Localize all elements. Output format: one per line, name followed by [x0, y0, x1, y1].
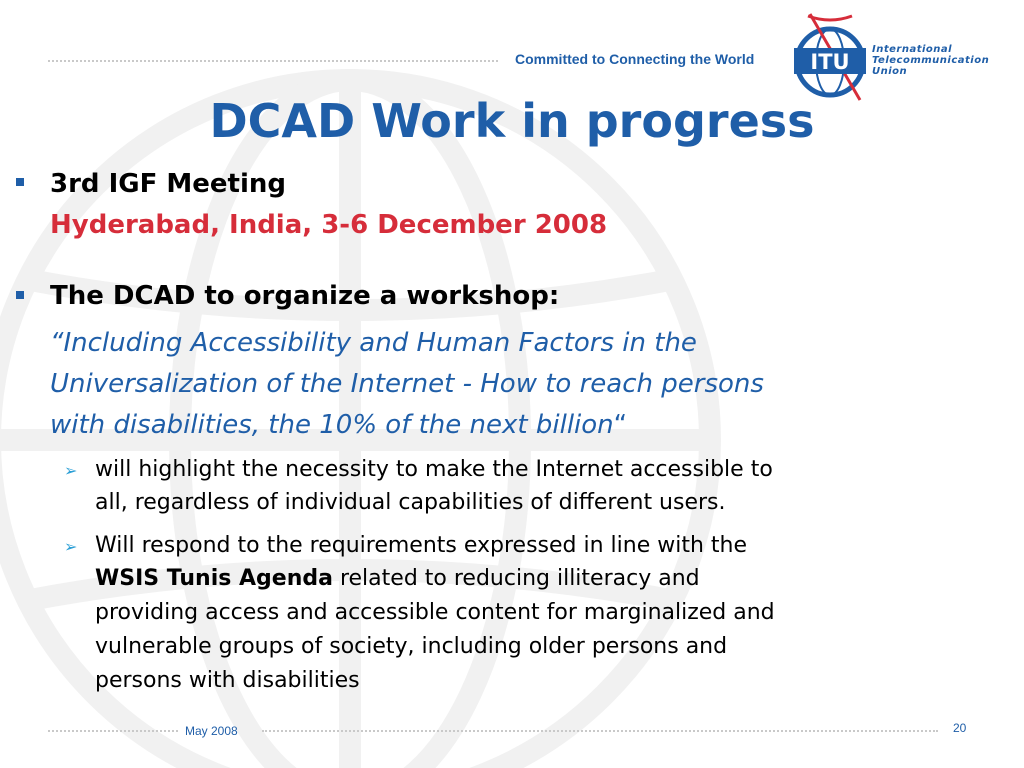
header-divider — [48, 60, 498, 62]
arrow-bullet-icon: ➢ — [64, 537, 78, 556]
subbullet-2-line-5: persons with disabilities — [95, 668, 360, 693]
bullet-2-heading: The DCAD to organize a workshop: — [50, 281, 560, 311]
footer-divider-left — [48, 730, 178, 732]
org-name-line-2: Telecommunication — [872, 55, 990, 66]
wsis-tunis-agenda: WSIS Tunis Agenda — [95, 566, 333, 591]
org-name-line-3: Union — [872, 66, 908, 77]
bullet-1-detail: Hyderabad, India, 3-6 December 2008 — [50, 210, 608, 240]
square-bullet-icon — [16, 291, 24, 299]
slide-title: DCAD Work in progress — [209, 94, 815, 148]
bullet-1-heading: 3rd IGF Meeting — [50, 169, 287, 199]
footer-date: May 2008 — [185, 724, 238, 738]
subbullet-1-line-2: all, regardless of individual capabilities of different users. — [95, 490, 726, 515]
subbullet-2-line-2-rest: related to reducing illiteracy and — [332, 566, 700, 591]
subbullet-2-line-2 — [95, 566, 700, 591]
tagline: Committed to Connecting the World — [515, 51, 755, 67]
subbullet-2-line-3: providing access and accessible content for marginalized and — [95, 600, 775, 625]
arrow-bullet-icon: ➢ — [64, 461, 78, 480]
subbullet-2-line-1: Will respond to the requirements expressed in line with the — [95, 533, 748, 558]
workshop-title-line-1: “Including Accessibility and Human Factors in the — [50, 328, 697, 358]
itu-logo-icon — [790, 12, 870, 104]
page-number: 20 — [953, 721, 967, 735]
logo-text: ITU — [810, 50, 850, 74]
subbullet-2-line-4: vulnerable groups of society, including older persons and — [95, 634, 728, 659]
organization-name — [872, 44, 989, 77]
workshop-title-line-2: Universalization of the Internet - How to reach persons — [50, 369, 764, 399]
workshop-title-line-3-text: with disabilities, the 10% of the next billion — [50, 410, 614, 440]
square-bullet-icon — [16, 178, 24, 186]
subbullet-1-line-1: will highlight the necessity to make the Internet accessible to — [95, 457, 773, 482]
workshop-title-close-quote: “ — [613, 410, 628, 440]
workshop-title-line-3 — [50, 410, 627, 440]
footer-divider-right — [262, 730, 938, 732]
org-name-line-1: International — [872, 44, 953, 55]
